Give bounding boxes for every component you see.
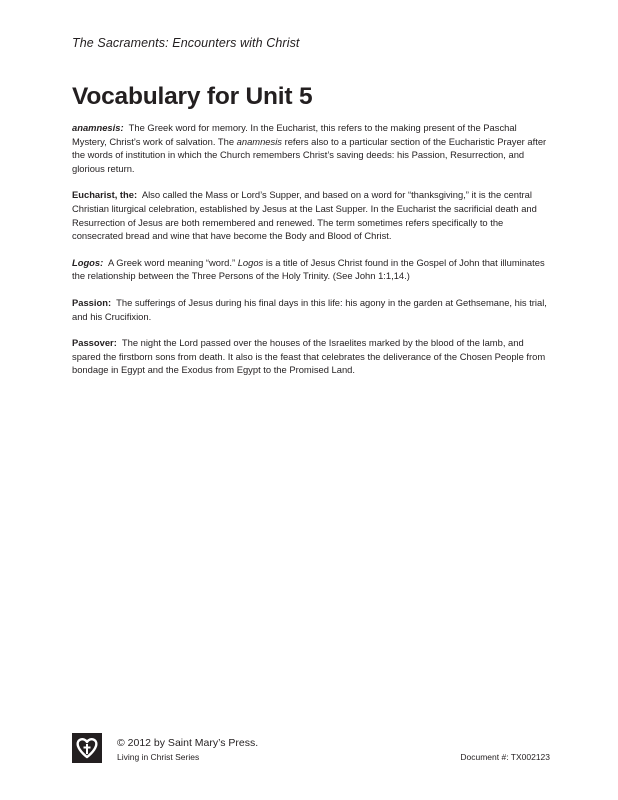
- entry-definition: A Greek word meaning “word.”: [107, 256, 238, 268]
- entry-definition: is a title of Jesus Christ found in the Gospel of John that illuminates the relationship between the Three Persons of the Holy Trinity. (See John 1:1,14.): [72, 256, 545, 282]
- page-title: Vocabulary for Unit 5: [72, 83, 313, 110]
- entry-definition: The Greek word for memory. In the Eucharist, this refers to the making present of the Paschal Mystery, Christ’s work of salvation. The: [72, 122, 517, 147]
- entry-term: Logos:: [72, 256, 104, 268]
- entry-term: Passover:: [72, 337, 117, 349]
- entry-definition: Also called the Mass or Lord’s Supper, and based on a word for “thanksgiving,” it is the central Christian liturgical celebration, established by Jesus at the Last Supper. In the Eucharist the sacrificial death and Resurrection of Jesus are both remembered and renewed. The term sometimes refers specifically to the consecrated bread and wine that have become the Body and Blood of Christ.: [72, 189, 537, 242]
- entry-term: anamnesis:: [72, 122, 124, 133]
- vocabulary-entry-passover: [72, 336, 552, 377]
- entry-definition-italic: Logos: [237, 256, 264, 268]
- footer-document-number: Document #: TX002123: [460, 752, 550, 762]
- saint-marys-press-logo-icon: [72, 733, 102, 763]
- entry-definition-italic: anamnesis: [236, 135, 282, 147]
- footer-series: Living in Christ Series: [117, 752, 200, 762]
- entry-definition: The sufferings of Jesus during his final days in this life: his agony in the garden at Gethsemane, his trial, and his Crucifixion.: [72, 296, 547, 322]
- running-header: The Sacraments: Encounters with Christ: [72, 36, 300, 50]
- footer-copyright: © 2012 by Saint Mary’s Press.: [117, 737, 259, 749]
- entry-definition: refers also to a particular section of the Eucharistic Prayer after the words of institution in which the Church remembers Christ’s saving deeds: his Passion, Resurrection, and glorious return.: [72, 135, 547, 174]
- entry-definition: The night the Lord passed over the houses of the Israelites marked by the blood of the lamb, and spared the firstborn sons from death. It also is the feast that celebrates the deliverance of the Chosen People from bondage in Egypt and the Exodus from Egypt to the Promised Land.: [72, 337, 546, 376]
- vocabulary-list: [72, 121, 552, 390]
- vocabulary-entry-logos: [72, 256, 552, 283]
- vocabulary-entry-eucharist: [72, 188, 552, 242]
- entry-term: Passion:: [72, 296, 112, 308]
- vocabulary-entry-anamnesis: [72, 121, 552, 175]
- vocabulary-entry-passion: [72, 296, 552, 323]
- entry-term: Eucharist, the:: [72, 189, 138, 201]
